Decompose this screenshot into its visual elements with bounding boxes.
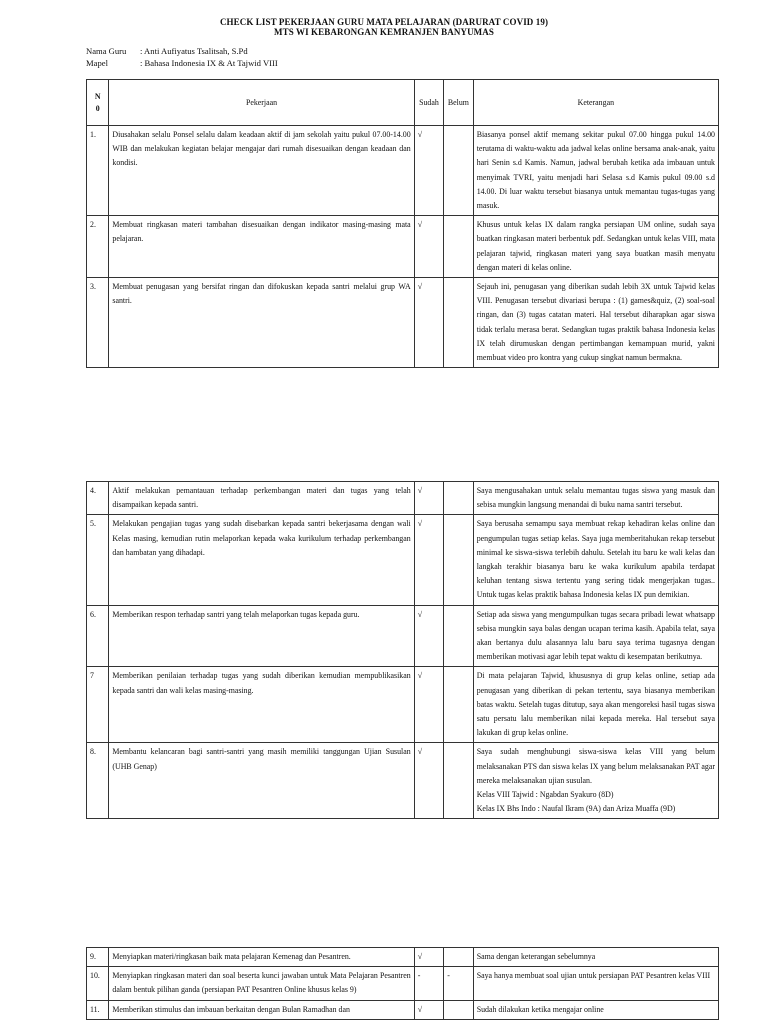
row-pekerjaan: Membuat ringkasan materi tambahan disesuaikan dengan indikator masing-masing mata pelajaran. <box>109 216 414 278</box>
table-row <box>87 667 719 743</box>
row-belum-mark: - <box>444 967 474 1000</box>
row-belum-mark <box>444 948 474 967</box>
row-belum-mark <box>444 216 474 278</box>
row-sudah-mark: √ <box>414 278 444 368</box>
row-number: 9. <box>87 948 109 967</box>
row-pekerjaan: Memberikan respon terhadap santri yang telah melaporkan tugas kepada guru. <box>109 605 414 667</box>
table-row <box>87 967 719 1000</box>
table-row <box>87 948 719 967</box>
row-pekerjaan: Melakukan pengajian tugas yang sudah disebarkan kepada santri bekerjasama dengan wali Kelas masing, kemudian rutin melaporkan kepada waka kurikulum terhadap perkembangan dan hambatan yang dihadapi. <box>109 515 414 605</box>
row-belum-mark <box>444 667 474 743</box>
document-title: CHECK LIST PEKERJAAN GURU MATA PELAJARAN (DARURAT COVID 19) <box>219 17 549 27</box>
row-number: 7 <box>87 667 109 743</box>
row-belum-mark <box>444 605 474 667</box>
row-sudah-mark: √ <box>414 126 444 216</box>
table-row <box>87 482 719 515</box>
row-belum-mark <box>444 482 474 515</box>
teacher-name-value: : Anti Aufiyatus Tsalitsah, S.Pd <box>140 46 248 56</box>
header-no: N 0 <box>87 80 109 126</box>
row-pekerjaan: Membantu kelancaran bagi santri-santri yang masih memiliki tanggungan Ujian Susulan (UHB Genap) <box>109 743 414 819</box>
row-pekerjaan: Menyiapkan materi/ringkasan baik mata pelajaran Kemenag dan Pesantren. <box>109 948 414 967</box>
subject-line <box>86 58 278 69</box>
row-belum-mark <box>444 1000 474 1019</box>
row-keterangan: Saya sudah menghubungi siswa-siswa kelas VIII yang belum melaksanakan PTS dan siswa kelas IX yang belum melaksanakan PAT agar mereka melaksanakan ujian susulan. Kelas VIII Tajwid : Ngabdan Syakuro (8D) Kelas IX Bhs Indo : Naufal Ikram (9A) dan Ariza Muaffa (9D) <box>473 743 718 819</box>
row-sudah-mark: √ <box>414 515 444 605</box>
row-sudah-mark: √ <box>414 482 444 515</box>
row-sudah-mark: √ <box>414 667 444 743</box>
row-number: 11. <box>87 1000 109 1019</box>
row-keterangan: Sejauh ini, penugasan yang diberikan sudah lebih 3X untuk Tajwid kelas VIII. Penugasan tersebut divariasi berupa : (1) games&quiz, (2) soal-soal ringan, dan (3) tugas catatan materi. Hal tersebut diharapkan agar siswa tidak terlalu merasa berat. Sedangkan tugas praktik bahasa Indonesia kelas IX telah dirumuskan dengan pertimbangan kemampuan murid, yakni membuat video pro kontra yang cukup singkat namun bermakna. <box>473 278 718 368</box>
header-belum: Belum <box>444 80 474 126</box>
table-row <box>87 1000 719 1019</box>
checklist-table-part-3 <box>86 947 719 1020</box>
row-belum-mark <box>444 126 474 216</box>
row-sudah-mark: √ <box>414 1000 444 1019</box>
table-row <box>87 605 719 667</box>
row-number: 2. <box>87 216 109 278</box>
row-sudah-mark: √ <box>414 743 444 819</box>
row-number: 8. <box>87 743 109 819</box>
table-row <box>87 216 719 278</box>
table-row <box>87 515 719 605</box>
row-keterangan: Di mata pelajaran Tajwid, khususnya di grup kelas online, setiap ada penugasan yang diberikan di pekan tertentu, saya biasanya memberikan batas waktu. Setelah tugas ditutup, saya akan mengoreksi hasil tugas siswa satu persatu lalu memberikan nilai kepada mereka. Hal tersebut saya lakukan di grup kelas online. <box>473 667 718 743</box>
row-keterangan: Setiap ada siswa yang mengumpulkan tugas secara pribadi lewat whatsapp sebisa mungkin saya balas dengan ucapan terima kasih. Apabila telat, saya akan bertanya dulu alasannya lalu baru saya terima tugasnya dengan memberikan motivasi agar lebih tepat waktu di kesempatan berikutnya. <box>473 605 718 667</box>
row-keterangan: Saya berusaha semampu saya membuat rekap kehadiran kelas online dan pengumpulan tugas setiap kelas. Saya juga memberitahukan rekap tersebut minimal ke siswa-siswa terlebih dahulu. Setelah itu baru ke wali kelas dan langkah terakhir biasanya baru ke waka kurikulum apabila terdapat keluhan tentang siswa tertentu yang sering tidak mengerjakan tugas.. Untuk tugas kelas praktik bahasa Indonesia kelas IX pun demikian. <box>473 515 718 605</box>
row-keterangan: Biasanya ponsel aktif memang sekitar pukul 07.00 hingga pukul 14.00 terutama di waktu-waktu ada jadwal kelas online bersama anak-anak, yaitu hari Senin s.d Kamis. Namun, jadwal berubah ketika ada imbauan untuk menyimak TVRI, yaitu menjadi hari Selasa s.d Kamis pukul 09.00 s.d 14.00. Di luar waktu tersebut biasanya untuk memantau tugas-tugas yang masuk. <box>473 126 718 216</box>
row-number: 4. <box>87 482 109 515</box>
row-belum-mark <box>444 743 474 819</box>
row-keterangan: Sudah dilakukan ketika mengajar online <box>473 1000 718 1019</box>
header-sudah: Sudah <box>414 80 444 126</box>
row-pekerjaan: Memberikan stimulus dan imbauan berkaitan dengan Bulan Ramadhan dan <box>109 1000 414 1019</box>
row-number: 6. <box>87 605 109 667</box>
subject-value: : Bahasa Indonesia IX & At Tajwid VIII <box>140 58 278 68</box>
row-sudah-mark: √ <box>414 605 444 667</box>
row-pekerjaan: Aktif melakukan pemantauan terhadap perkembangan materi dan tugas yang telah disampaikan kepada santri. <box>109 482 414 515</box>
checklist-table-part-2 <box>86 481 719 819</box>
row-sudah-mark: - <box>414 967 444 1000</box>
row-number: 5. <box>87 515 109 605</box>
row-belum-mark <box>444 515 474 605</box>
table-row <box>87 278 719 368</box>
header-pekerjaan: Pekerjaan <box>109 80 414 126</box>
row-keterangan: Saya hanya membuat soal ujian untuk persiapan PAT Pesantren kelas VIII <box>473 967 718 1000</box>
row-sudah-mark: √ <box>414 948 444 967</box>
checklist-table-part-1 <box>86 79 719 368</box>
table-row <box>87 126 719 216</box>
row-number: 1. <box>87 126 109 216</box>
subject-label: Mapel <box>86 58 108 68</box>
row-pekerjaan: Memberikan penilaian terhadap tugas yang sudah diberikan kemudian mempublikasikan kepada santri dan wali kelas masing-masing. <box>109 667 414 743</box>
row-number: 10. <box>87 967 109 1000</box>
row-keterangan: Sama dengan keterangan sebelumnya <box>473 948 718 967</box>
row-number: 3. <box>87 278 109 368</box>
table-row <box>87 743 719 819</box>
header-keterangan: Keterangan <box>473 80 718 126</box>
row-keterangan: Khusus untuk kelas IX dalam rangka persiapan UM online, sudah saya buatkan ringkasan materi berbentuk pdf. Sedangkan untuk kelas VIII, mata pelajaran tajwid, ringkasan materi yang saya buatkan masih menyatu dengan materi di kelas online. <box>473 216 718 278</box>
table-header-row <box>87 80 719 126</box>
row-pekerjaan: Membuat penugasan yang bersifat ringan dan difokuskan kepada santri melalui grup WA santri. <box>109 278 414 368</box>
teacher-name-line <box>86 46 248 57</box>
row-belum-mark <box>444 278 474 368</box>
row-pekerjaan: Menyiapkan ringkasan materi dan soal beserta kunci jawaban untuk Mata Pelajaran Pesantren dalam bentuk pilihan ganda (persiapan PAT Pesantren Online khusus kelas 9) <box>109 967 414 1000</box>
teacher-name-label: Nama Guru <box>86 46 127 56</box>
row-pekerjaan: Diusahakan selalu Ponsel selalu dalam keadaan aktif di jam sekolah yaitu pukul 07.00-14.00 WIB dan melakukan kegiatan belajar mengajar dari rumah disesuaikan dengan keadaan dan kondisi. <box>109 126 414 216</box>
row-sudah-mark: √ <box>414 216 444 278</box>
document-subtitle: MTS WI KEBARONGAN KEMRANJEN BANYUMAS <box>274 27 494 37</box>
row-keterangan: Saya mengusahakan untuk selalu memantau tugas siswa yang masuk dan sebisa mungkin langsung menandai di buku nama santri tersebut. <box>473 482 718 515</box>
